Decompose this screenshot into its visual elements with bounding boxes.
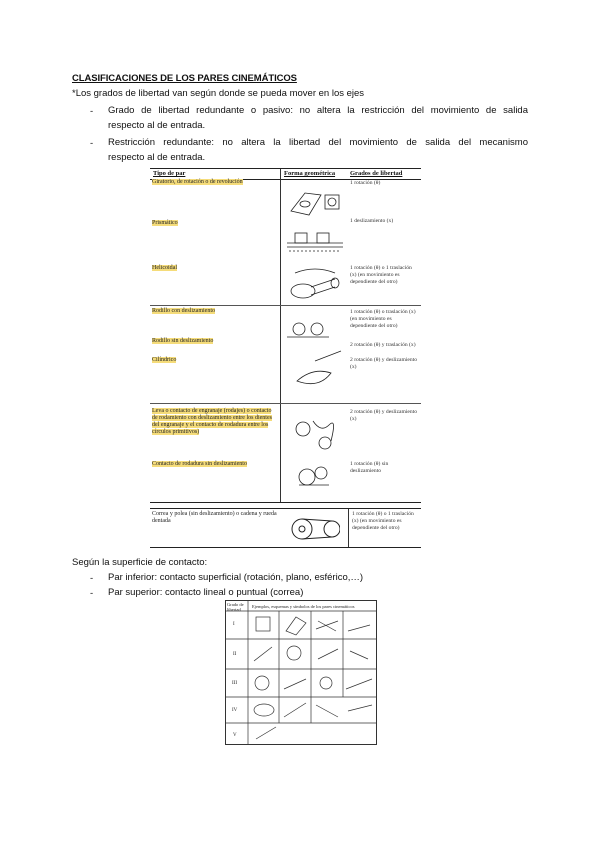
pair-roller-slip: Rodillo con deslizamiento <box>152 308 215 314</box>
bullet-dash: - <box>90 138 94 149</box>
grid-header-examples: Ejemplos, esquemas y símbolos de los pares cinemáticos <box>252 604 355 609</box>
dof-helical: 1 rotación (θ) o 1 traslación (x) (en movimiento es dependiente del otro) <box>350 265 412 285</box>
dof-cam-gear: 2 rotación (θ) y deslizamiento (x) <box>350 409 417 422</box>
pair-cam-gear: Leva o contacto de engranaje (rodajes) o contacto de rodamiento con deslizamiento entre los dientes del engranaje y el contacto de rodadura entre los círculos primitivos) <box>152 408 272 435</box>
dof-rolling-contact: 1 rotación (θ) sin deslizamiento <box>350 461 389 474</box>
bullet-dash: - <box>90 106 94 117</box>
col-header-dof: Grados de libertad <box>350 170 403 177</box>
grid-row-label: I <box>233 622 235 627</box>
intro-text: *Los grados de libertad van según donde se pueda mover en los ejes <box>72 88 365 99</box>
grid-row-label: IV <box>232 708 238 713</box>
pair-cylindrical: Cilíndrico <box>152 357 177 363</box>
pair-roller-noslip: Rodillo sin deslizamiento <box>152 338 214 344</box>
bullet-higher-pair: Par superior: contacto lineal o puntual (correa) <box>108 587 304 598</box>
pair-belt-pulley: Correa y polea (sin deslizamiento) o cadena y rueda dentada <box>152 511 277 524</box>
grid-header-dof: Grado de libertad <box>227 602 244 612</box>
grid-row-label: II <box>233 652 237 657</box>
pair-rolling-contact: Contacto de rodadura sin deslizamiento <box>152 461 247 467</box>
bullet-dash: - <box>90 588 94 599</box>
grid-row-label: III <box>232 681 237 686</box>
pair-helical: Helicoidal <box>152 265 177 271</box>
pair-prismatic: Prismático <box>152 220 178 226</box>
grid-row-label: V <box>233 733 237 738</box>
section-heading: CLASIFICACIONES DE LOS PARES CINEMÁTICOS <box>72 73 297 84</box>
section-contact-heading: Según la superficie de contacto: <box>72 557 208 568</box>
dof-revolute: 1 rotación (θ) <box>350 180 381 186</box>
bullet-redundant-restriction: Restricción redundante: no altera la libertad del movimiento de salida del mecanismo respecto al de entrada. <box>108 137 528 163</box>
bullet-dash: - <box>90 573 94 584</box>
kinematic-pairs-table <box>150 168 421 503</box>
dof-roller-slip: 1 rotación (θ) o traslación (x) (en movimiento es dependiente del otro) <box>350 309 416 329</box>
bullet-lower-pair: Par inferior: contacto superficial (rotación, plano, esférico,…) <box>108 572 364 583</box>
col-header-geometry: Forma geométrica <box>284 170 336 177</box>
dof-cylindrical: 2 rotación (θ) y deslizamiento (x) <box>350 357 417 370</box>
dof-roller-noslip: 2 rotación (θ) y traslación (x) <box>350 342 416 348</box>
geometry-sketches <box>285 181 347 497</box>
belt-pulley-icon <box>290 515 340 543</box>
column-divider <box>280 169 281 502</box>
belt-pulley-table <box>150 508 421 548</box>
pairs-grid-figure <box>225 600 377 745</box>
col-header-type: Tipo de par <box>153 170 186 177</box>
pair-revolute: Giratorio, de rotación o de revolución <box>152 179 243 185</box>
dof-belt-pulley: 1 rotación (θ) o 1 traslación (x) (en movimiento es dependiente del otro) <box>352 511 414 531</box>
bullet-redundant-dof: Grado de libertad redundante o pasivo: no altera la restricción del movimiento de salida respecto al de entrada. <box>108 105 528 131</box>
dof-prismatic: 1 deslizamiento (x) <box>350 218 394 224</box>
grid-sketches <box>226 601 376 744</box>
